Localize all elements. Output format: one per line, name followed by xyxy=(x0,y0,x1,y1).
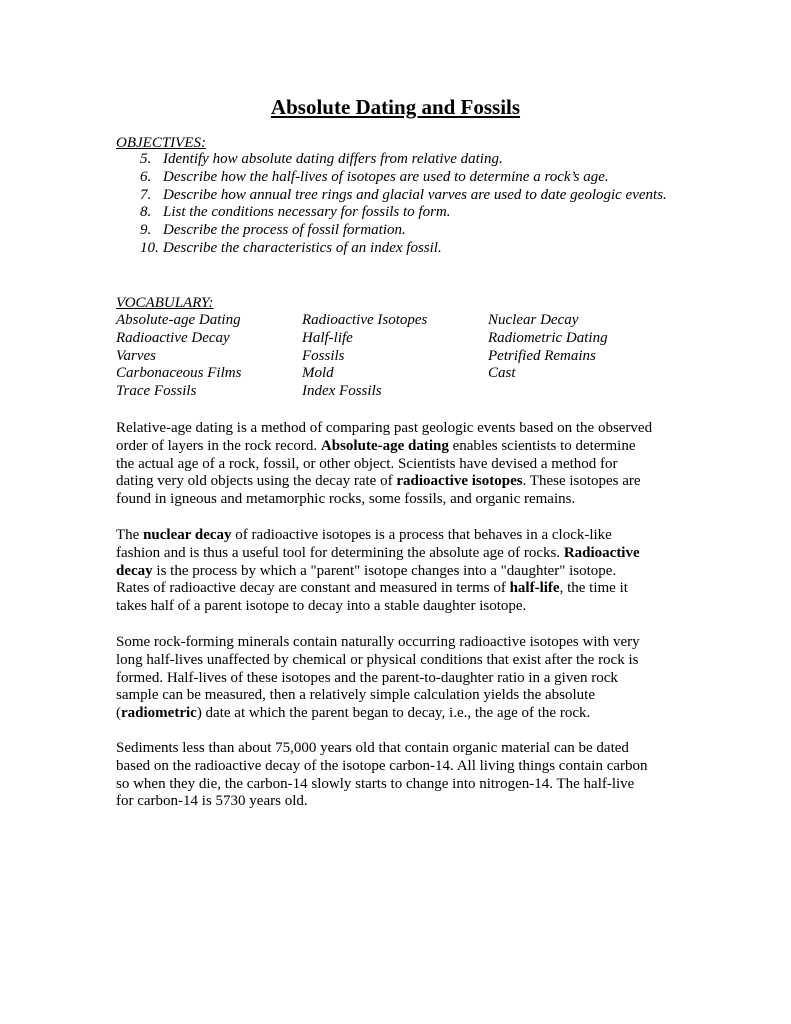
text-run: The xyxy=(116,527,144,543)
text-line xyxy=(116,473,676,491)
text-line xyxy=(116,527,676,545)
list-item xyxy=(116,222,696,240)
text-run: order of layers in the rock record. xyxy=(116,437,321,454)
text-run: fashion and is thus a useful tool for determining the absolute age of rocks. xyxy=(116,544,564,561)
text-line: for carbon-14 is 5730 years old. xyxy=(116,793,308,810)
vocabulary-row xyxy=(116,383,716,401)
text-line: the actual age of a rock, fossil, or other object. Scientists have devised a method for xyxy=(116,455,618,472)
objectives-heading: OBJECTIVES: xyxy=(116,135,206,151)
text-line: found in igneous and metamorphic rocks, some fossils, and organic remains. xyxy=(116,491,576,508)
text-line: based on the radioactive decay of the isotope carbon-14. All living things contain carbon xyxy=(116,757,648,774)
list-item xyxy=(116,169,696,187)
text-line: sample can be measured, then a relatively simple calculation yields the absolute xyxy=(116,687,595,704)
text-line: so when they die, the carbon-14 slowly starts to change into nitrogen-14. The half-live xyxy=(116,775,635,792)
vocabulary-row xyxy=(116,348,716,366)
objective-text: List the conditions necessary for fossils to form. xyxy=(163,204,451,221)
text-line: takes half of a parent isotope to decay into a stable daughter isotope. xyxy=(116,598,527,615)
text-run: , the time it xyxy=(559,580,628,597)
objective-text: Describe how the half-lives of isotopes are used to determine a rock’s age. xyxy=(163,168,609,185)
text-run: dating very old objects using the decay rate of xyxy=(116,473,397,490)
objective-text: Describe the process of fossil formation. xyxy=(163,222,406,239)
objective-number: 10. xyxy=(140,239,159,256)
list-item xyxy=(116,187,696,205)
vocabulary-term: Radioactive Decay xyxy=(116,329,230,346)
term-radioactive-isotopes: radioactive isotopes xyxy=(396,473,523,490)
vocabulary-term: Radioactive Isotopes xyxy=(302,312,428,328)
vocabulary-row xyxy=(116,312,716,330)
text-line: Relative-age dating is a method of comparing past geologic events based on the observed xyxy=(116,420,653,436)
objective-number: 9. xyxy=(140,222,152,239)
term-half-life: half-life xyxy=(509,580,560,597)
objective-text: Identify how absolute dating differs from relative dating. xyxy=(163,151,503,167)
vocabulary-term: Half-life xyxy=(302,329,353,346)
vocabulary-term: Fossils xyxy=(302,347,345,364)
vocabulary-term: Petrified Remains xyxy=(488,347,596,364)
term-absolute-age-dating: Absolute-age dating xyxy=(320,437,449,454)
text-line xyxy=(116,705,676,723)
text-run: is the process by which a "parent" isotope changes into a "daughter" isotope. xyxy=(152,562,617,579)
objective-number: 8. xyxy=(140,204,152,221)
paragraph-carbon-14 xyxy=(116,740,676,811)
list-item xyxy=(116,204,696,222)
vocabulary-term: Nuclear Decay xyxy=(488,312,579,328)
term-nuclear-decay: nuclear decay xyxy=(143,527,232,543)
objective-number: 6. xyxy=(140,168,152,185)
text-run: enables scientists to determine xyxy=(448,437,636,454)
list-item xyxy=(116,151,696,169)
vocabulary-term: Mold xyxy=(302,365,334,382)
text-line xyxy=(116,563,676,581)
paragraph-radiometric xyxy=(116,634,676,723)
text-line xyxy=(116,438,676,456)
term-decay: decay xyxy=(116,562,153,579)
vocabulary-heading: VOCABULARY: xyxy=(116,295,214,311)
paragraph-absolute-dating xyxy=(116,420,676,509)
text-run: Rates of radioactive decay are constant and measured in terms of xyxy=(116,580,510,597)
vocabulary-grid xyxy=(116,312,716,401)
text-run: of radioactive isotopes is a process that behaves in a clock-like xyxy=(231,527,612,543)
text-run: ) date at which the parent began to decay, i.e., the age of the rock. xyxy=(196,705,591,722)
text-run: ( xyxy=(116,705,121,722)
vocabulary-row xyxy=(116,330,716,348)
text-line xyxy=(116,545,676,563)
text-line: formed. Half-lives of these isotopes and the parent-to-daughter ratio in a given rock xyxy=(116,669,618,686)
vocabulary-row xyxy=(116,365,716,383)
vocabulary-term: Absolute-age Dating xyxy=(116,312,241,328)
objective-text: Describe how annual tree rings and glacial varves are used to date geologic events. xyxy=(163,186,667,203)
vocabulary-term: Trace Fossils xyxy=(116,383,197,400)
vocabulary-term: Carbonaceous Films xyxy=(116,365,242,382)
term-radiometric: radiometric xyxy=(121,705,197,722)
vocabulary-term: Varves xyxy=(116,347,156,364)
text-line: Some rock-forming minerals contain naturally occurring radioactive isotopes with very xyxy=(116,634,640,650)
vocabulary-term: Index Fossils xyxy=(302,383,382,400)
document-title: Absolute Dating and Fossils xyxy=(270,95,521,119)
text-line: long half-lives unaffected by chemical or physical conditions that exist after the rock is xyxy=(116,651,639,668)
term-radioactive: Radioactive xyxy=(563,544,640,561)
text-run: . These isotopes are xyxy=(522,473,641,490)
vocabulary-term xyxy=(488,383,674,401)
list-item xyxy=(116,240,696,258)
vocabulary-term: Radiometric Dating xyxy=(488,329,608,346)
vocabulary-term: Cast xyxy=(488,365,516,382)
text-line xyxy=(116,580,676,598)
objectives-list xyxy=(116,151,696,258)
objective-number: 5. xyxy=(140,151,152,167)
objective-text: Describe the characteristics of an index fossil. xyxy=(163,239,442,256)
text-line: Sediments less than about 75,000 years old that contain organic material can be dated xyxy=(116,740,629,756)
paragraph-nuclear-decay xyxy=(116,527,676,616)
objective-number: 7. xyxy=(140,186,152,203)
